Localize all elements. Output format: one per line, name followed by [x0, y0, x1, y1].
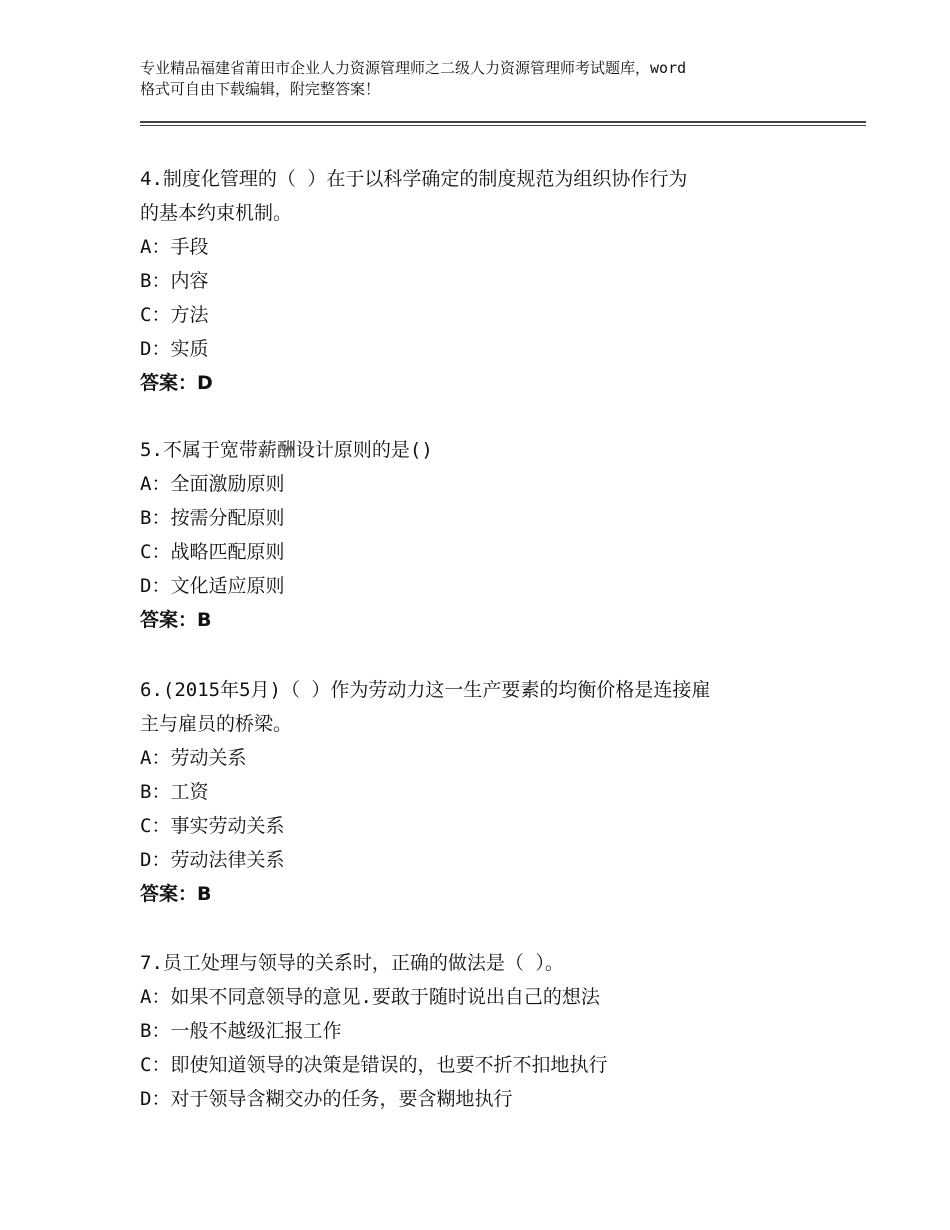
- option-b: B：按需分配原则: [140, 507, 285, 529]
- question-4: [140, 162, 820, 400]
- option-d: D：实质: [140, 338, 209, 360]
- question-stem: 6.(2015年5月)（ ）作为劳动力这一生产要素的均衡价格是连接雇: [140, 679, 711, 701]
- option-a: A：手段: [140, 236, 209, 258]
- option-c: C：方法: [140, 304, 209, 326]
- option-c: C：即使知道领导的决策是错误的，也要不折不扣地执行: [140, 1054, 608, 1076]
- question-stem-continued: 的基本约束机制。: [140, 202, 293, 224]
- header-line-2: 格式可自由下载编辑，附完整答案！: [140, 80, 381, 98]
- header-divider: [140, 121, 866, 123]
- option-c: C：战略匹配原则: [140, 541, 285, 563]
- option-a: A：全面激励原则: [140, 473, 285, 495]
- option-d: D：劳动法律关系: [140, 849, 285, 871]
- option-b: B：一般不越级汇报工作: [140, 1020, 342, 1042]
- answer-label: 答案：D: [140, 372, 213, 394]
- option-c: C：事实劳动关系: [140, 815, 285, 837]
- option-a: A：如果不同意领导的意见.要敢于随时说出自己的想法: [140, 986, 600, 1008]
- question-5: [140, 433, 820, 637]
- option-d: D：文化适应原则: [140, 575, 285, 597]
- header-divider-thin: [140, 125, 866, 126]
- option-d: D：对于领导含糊交办的任务，要含糊地执行: [140, 1088, 513, 1110]
- question-stem: 7.员工处理与领导的关系时，正确的做法是（ ）。: [140, 952, 564, 974]
- header-line-1: 专业精品福建省莆田市企业人力资源管理师之二级人力资源管理师考试题库，word: [140, 59, 687, 77]
- question-stem: 4.制度化管理的（ ）在于以科学确定的制度规范为组织协作行为: [140, 168, 688, 190]
- question-6: [140, 673, 820, 911]
- question-7: [140, 946, 820, 1116]
- option-b: B：内容: [140, 270, 209, 292]
- option-b: B：工资: [140, 781, 209, 803]
- question-stem-continued: 主与雇员的桥梁。: [140, 713, 293, 735]
- answer-label: 答案：B: [140, 609, 212, 631]
- option-a: A：劳动关系: [140, 747, 247, 769]
- answer-label: 答案：B: [140, 883, 212, 905]
- document-header: [140, 58, 840, 100]
- question-stem: 5.不属于宽带薪酬设计原则的是(): [140, 439, 433, 461]
